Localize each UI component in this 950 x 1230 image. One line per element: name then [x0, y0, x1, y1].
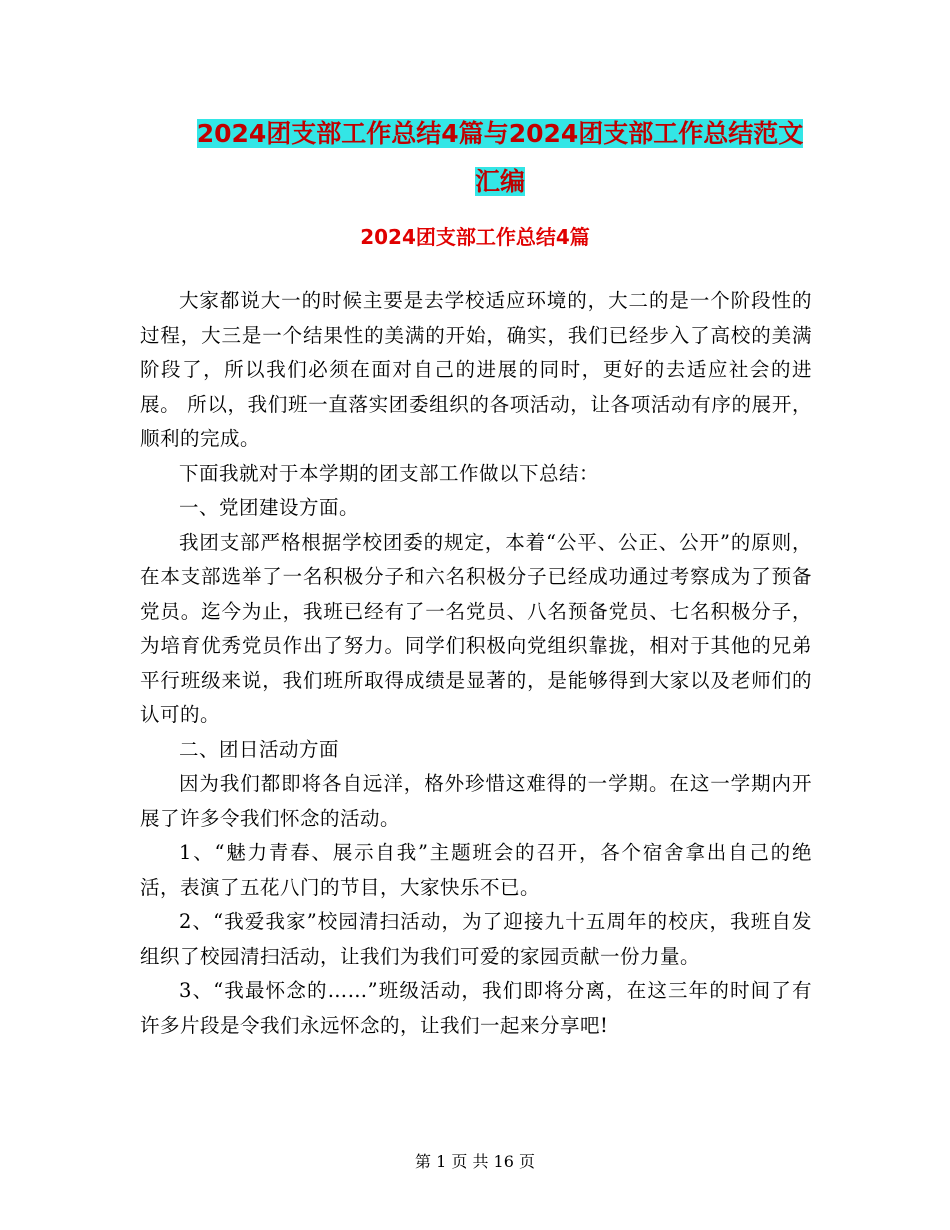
list-item: 2、“我爱我家”校园清扫活动，为了迎接九十五周年的校庆，我班自发组织了校园清扫活动，让我们为我们可爱的家园贡献一份力量。: [140, 910, 812, 968]
paragraph: 大家都说大一的时候主要是去学校适应环境的，大二的是一个阶段性的过程，大三是一个结果性的美满的开始，确实，我们已经步入了高校的美满阶段了，所以我们必须在面对自己的进展的同时，更好的去适应社会的进展。 所以，我们班一直落实团委组织的各项活动，让各项活动有序的展开，顺利的完成。: [140, 289, 812, 450]
list-item: 3、“我最怀念的……”班级活动，我们即将分离，在这三年的时间了有许多片段是令我们永远怀念的，让我们一起来分享吧!: [140, 979, 812, 1037]
section-title: 2024团支部工作总结4篇: [360, 225, 590, 249]
paragraph-heading: 二、团日活动方面: [179, 737, 340, 761]
document-title-text: 2024团支部工作总结4篇与2024团支部工作总结范文汇编: [196, 119, 804, 196]
list-item: 1、“魅力青春、展示自我”主题班会的召开，各个宿舍拿出自己的绝活，表演了五花八门的节目，大家快乐不已。: [140, 841, 812, 899]
paragraph: 因为我们都即将各自远洋，格外珍惜这难得的一学期。在这一学期内开展了许多令我们怀念的活动。: [140, 772, 812, 830]
page-footer: 第 1 页 共 16 页: [415, 1152, 535, 1171]
document-title: [185, 110, 815, 206]
paragraph: 下面我就对于本学期的团支部工作做以下总结：: [179, 461, 600, 485]
paragraph-heading: 一、党团建设方面。: [179, 496, 360, 519]
document-body: [140, 284, 812, 1043]
paragraph: 我团支部严格根据学校团委的规定，本着“公平、公正、公开”的原则，在本支部选举了一名积极分子和六名积极分子已经成功通过考察成为了预备党员。迄今为止，我班已经有了一名党员、八名预备党员、七名积极分子，为培育优秀党员作出了努力。同学们积极向党组织靠拢，相对于其他的兄弟平行班级来说，我们班所取得成绩是显著的，是能够得到大家以及老师们的认可的。: [140, 530, 812, 726]
